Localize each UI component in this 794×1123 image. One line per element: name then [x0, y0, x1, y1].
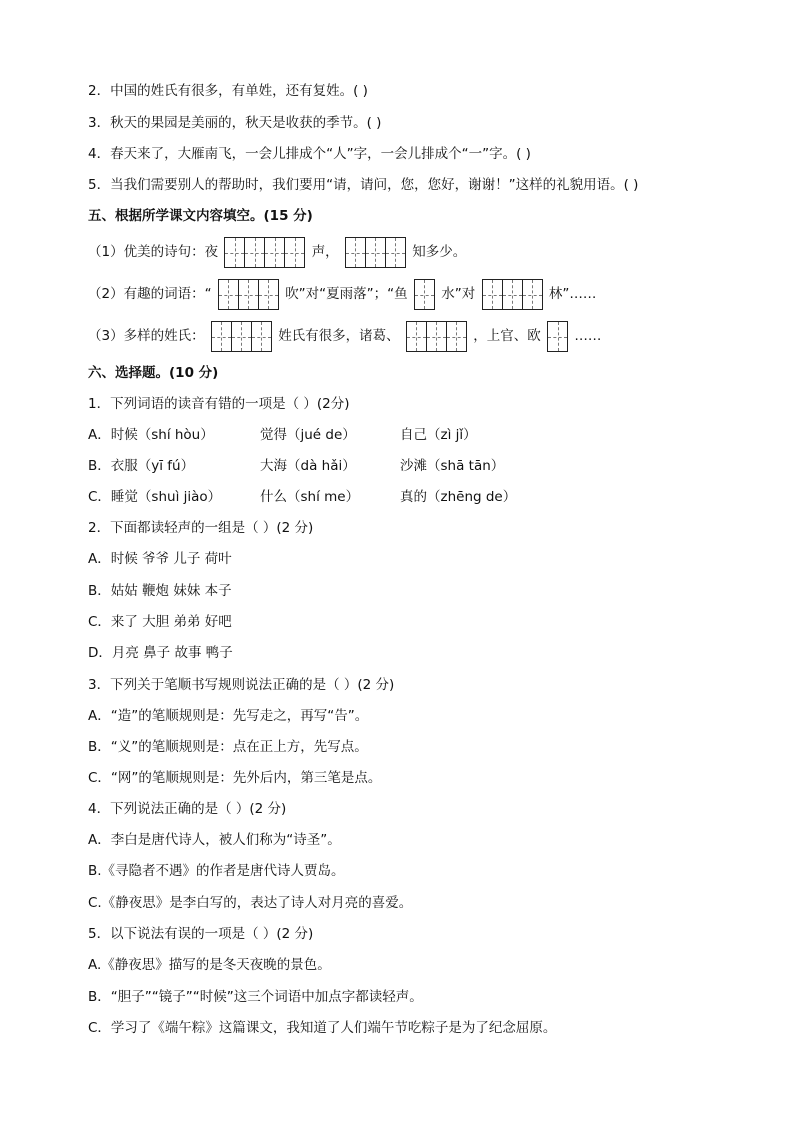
option-col: 觉得（jué de） — [260, 427, 356, 443]
tianzige-box-q3c[interactable] — [547, 321, 568, 352]
fill-q2 — [88, 279, 596, 311]
mc-q1-option-a — [88, 426, 477, 444]
fill-q2-a: 吹”对“夏雨落”；“鱼 — [285, 286, 408, 302]
tianzige-box-q2b[interactable] — [414, 279, 435, 310]
judge-item-5: 5．当我们需要别人的帮助时，我们要用“请，请问，您，您好，谢谢！”这样的礼貌用语。( ) — [88, 177, 639, 193]
section5-heading: 五、根据所学课文内容填空。(15 分) — [88, 208, 313, 224]
tianzige-box-q2c[interactable] — [482, 279, 543, 310]
mc-q5-option-b: B．“胆子”“镜子”“时候”这三个词语中加点字都读轻声。 — [88, 989, 423, 1005]
fill-q3-prefix: （3）多样的姓氏： — [88, 328, 205, 344]
mc-q1-option-c — [88, 488, 516, 506]
judge-item-4: 4．春天来了，大雁南飞，一会儿排成个“人”字，一会儿排成个“一”字。( ) — [88, 146, 531, 162]
tianzige-box-q3b[interactable] — [406, 321, 467, 352]
option-col: 自己（zì jǐ） — [400, 427, 477, 443]
option-col: A．时候（shí hòu） — [88, 427, 214, 443]
mc-q3-option-c: C．“网”的笔顺规则是：先外后内，第三笔是点。 — [88, 770, 382, 786]
mc-q2-option-d: D．月亮 鼻子 故事 鸭子 — [88, 645, 233, 661]
mc-q2-option-a: A．时候 爷爷 儿子 荷叶 — [88, 551, 232, 567]
tianzige-box-q1b[interactable] — [345, 237, 406, 268]
fill-q3-a: 姓氏有很多，诸葛、 — [278, 328, 400, 344]
option-col: B．衣服（yī fú） — [88, 458, 195, 474]
section6-heading: 六、选择题。(10 分) — [88, 365, 219, 381]
fill-q2-b: 水”对 — [441, 286, 476, 302]
fill-q1-prefix: （1）优美的诗句：夜 — [88, 244, 219, 260]
mc-q4-stem: 4．下列说法正确的是（ ）(2 分) — [88, 801, 287, 817]
option-col: 沙滩（shā tān） — [400, 458, 505, 474]
mc-q3-option-a: A．“造”的笔顺规则是：先写走之，再写“告”。 — [88, 708, 369, 724]
mc-q5-stem: 5．以下说法有误的一项是（ ）(2 分) — [88, 926, 314, 942]
option-col: 真的（zhēng de） — [400, 489, 517, 505]
fill-q3 — [88, 321, 601, 353]
mc-q4-option-b: B.《寻隐者不遇》的作者是唐代诗人贾岛。 — [88, 863, 345, 879]
mc-q2-option-b: B．姑姑 鞭炮 妹妹 本子 — [88, 583, 232, 599]
fill-q1-mid: 声， — [311, 244, 339, 260]
fill-q3-suffix: …… — [574, 328, 602, 344]
tianzige-box-q2a[interactable] — [218, 279, 279, 310]
fill-q2-prefix: （2）有趣的词语：“ — [88, 286, 212, 302]
option-col: 什么（shí me） — [260, 489, 360, 505]
fill-q1 — [88, 237, 466, 269]
mc-q2-option-c: C．来了 大胆 弟弟 好吧 — [88, 614, 232, 630]
tianzige-box-q1a[interactable] — [224, 237, 305, 268]
fill-q3-b: ，上官、欧 — [473, 328, 541, 344]
judge-item-2: 2．中国的姓氏有很多，有单姓，还有复姓。( ) — [88, 83, 368, 99]
mc-q3-option-b: B．“义”的笔顺规则是：点在正上方，先写点。 — [88, 739, 368, 755]
mc-q1-stem: 1．下列词语的读音有错的一项是（ ）(2分) — [88, 396, 350, 412]
mc-q3-stem: 3．下列关于笔顺书写规则说法正确的是（ ）(2 分) — [88, 677, 395, 693]
mc-q1-option-b — [88, 457, 504, 475]
mc-q5-option-a: A.《静夜思》描写的是冬天夜晚的景色。 — [88, 957, 331, 973]
mc-q5-option-c: C．学习了《端午粽》这篇课文，我知道了人们端午节吃粽子是为了纪念屈原。 — [88, 1020, 557, 1036]
fill-q1-suffix: 知多少。 — [412, 244, 467, 260]
judge-item-3: 3．秋天的果园是美丽的，秋天是收获的季节。( ) — [88, 115, 382, 131]
mc-q2-stem: 2．下面都读轻声的一组是（ ）(2 分) — [88, 520, 314, 536]
mc-q4-option-c: C.《静夜思》是李白写的，表达了诗人对月亮的喜爱。 — [88, 895, 413, 911]
option-col: C．睡觉（shuì jiào） — [88, 489, 222, 505]
tianzige-box-q3a[interactable] — [211, 321, 272, 352]
option-col: 大海（dà hǎi） — [260, 458, 356, 474]
mc-q4-option-a: A．李白是唐代诗人，被人们称为“诗圣”。 — [88, 832, 341, 848]
fill-q2-suffix: 林”…… — [548, 286, 597, 302]
